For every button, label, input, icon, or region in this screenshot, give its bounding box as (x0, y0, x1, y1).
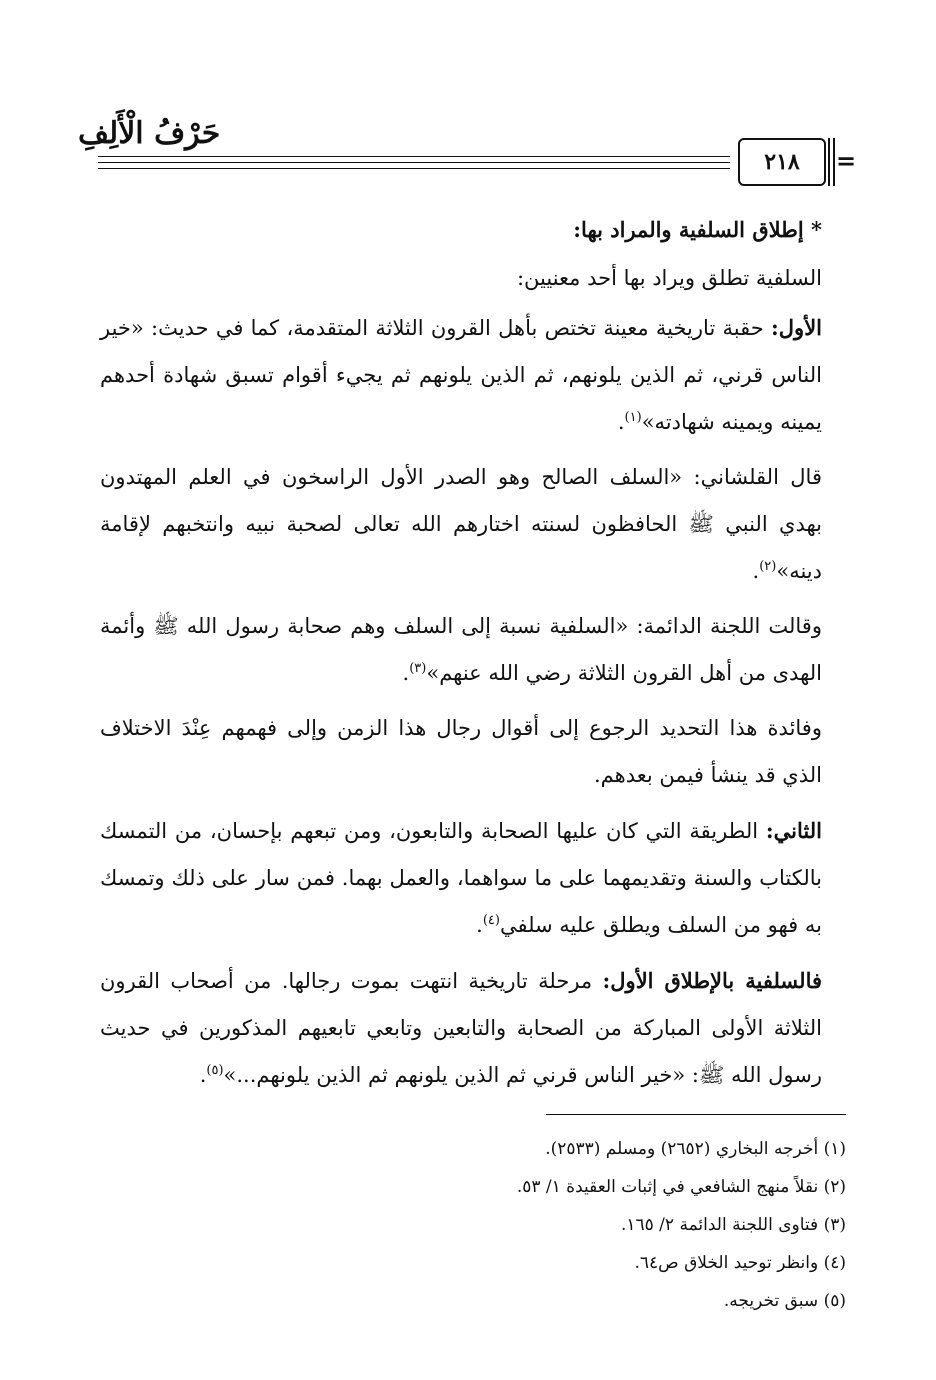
footnote-item: (٣) فتاوى اللجنة الدائمة ٢/ ١٦٥. (620, 1215, 846, 1235)
footnote-item: (٥) سبق تخريجه. (723, 1291, 846, 1311)
footnote-ref-5: (٥) (206, 1063, 224, 1078)
header-rule (98, 162, 730, 163)
paragraph-second-meaning: الثاني: الطريقة التي كان عليها الصحابة والتابعون، ومن تبعهم بإحسان، من التمسك بالكتاب والسنة وتقديمهما على ما سواهما، والعمل بهما. فمن سار على ذلك وتمسك به فهو من السلف ويطلق عليه سلفي$^{(٤)}$. (100, 818, 822, 937)
footnote-item: (١) أخرجه البخاري (٢٦٥٢) ومسلم (٢٥٣٣). (545, 1139, 846, 1159)
paragraph-conclusion: فالسلفية بالإطلاق الأول: مرحلة تاريخية انتهت بموت رجالها. من أصحاب القرون الثلاثة الأولى المباركة من الصحابة والتابعين وتابعي تابعيهم المذكورين في حديث رسول الله ﷺ: «خير الناس قرني ثم الذين يلونهم ثم الذين يلونهم...»$^{(٥)}$. (100, 968, 823, 1087)
running-header-title: حَرْفُ الْأَلِفِ (78, 116, 221, 151)
section-heading: * إطلاق السلفية والمراد بها: (573, 217, 822, 242)
paragraph-lajna: وقالت اللجنة الدائمة: «السلفية نسبة إلى السلف وهم صحابة رسول الله ﷺ وأئمة الهدى من أهل القرون الثلاثة رضي الله عنهم»$^{(٣)}$. (100, 614, 822, 685)
footnote-ref-3: (٣) (409, 661, 427, 676)
header-edge-bars (826, 138, 836, 186)
conclusion-text: مرحلة تاريخية انتهت بموت رجالها. من أصحاب القرون الثلاثة الأولى المباركة من الصحابة والتابعين وتابعي تابعيهم المذكورين في حديث رسول الله ﷺ: «خير الناس قرني ثم الذين يلونهم ثم الذين يلونهم...» (100, 969, 822, 1087)
paragraph-benefit: وفائدة هذا التحديد الرجوع إلى أقوال رجال هذا الزمن وإلى فهمهم عِنْدَ الاختلاف الذي قد ينشأ فيمن بعدهم. (100, 716, 822, 787)
header-rule (98, 168, 730, 169)
first-meaning-label: الأول: (771, 315, 823, 340)
footnote-ref-2: (٢) (759, 559, 777, 574)
conclusion-label: فالسلفية بالإطلاق الأول: (602, 968, 823, 993)
header-rule (98, 156, 730, 157)
second-meaning-text: الطريقة التي كان عليها الصحابة والتابعون، ومن تبعهم بإحسان، من التمسك بالكتاب والسنة وتقديمهما على ما سواهما، والعمل بهما. فمن سار على ذلك وتمسك به فهو من السلف ويطلق عليه سلفي (100, 819, 822, 937)
footnote-ref-4: (٤) (482, 913, 500, 928)
footnote-item: (٢) نقلاً منهج الشافعي في إثبات العقيدة ١/ ٥٣. (516, 1177, 846, 1197)
paragraph-first-meaning: الأول: حقبة تاريخية معينة تختص بأهل القرون الثلاثة المتقدمة، كما في حديث: «خير الناس قرني، ثم الذين يلونهم، ثم الذين يلونهم ثم يجيء أقوام تسبق شهادة أحدهم يمينه ويمينه شهادته»$^{(١)}$. (100, 315, 823, 434)
footnote-item: (٤) وانظر توحيد الخلاق ص٦٤. (634, 1253, 846, 1273)
page-number: ٢١٨ (738, 138, 826, 186)
first-meaning-text: حقبة تاريخية معينة تختص بأهل القرون الثلاثة المتقدمة، كما في حديث: «خير الناس قرني، ثم الذين يلونهم، ثم الذين يلونهم ثم يجيء أقوام تسبق شهادة أحدهم يمينه ويمينه شهادته» (100, 316, 822, 434)
footnote-separator (546, 1114, 846, 1115)
lajna-quote: وقالت اللجنة الدائمة: «السلفية نسبة إلى السلف وهم صحابة رسول الله ﷺ وأئمة الهدى من أهل القرون الثلاثة رضي الله عنهم» (100, 614, 822, 685)
second-meaning-label: الثاني: (765, 818, 822, 843)
qalqashandi-quote: قال القلشاني: «السلف الصالح وهو الصدر الأول الراسخون في العلم المهتدون بهدي النبي ﷺ الحافظون لسنته اختارهم الله تعالى لصحبة نبيه وانتخبهم لإقامة دينه» (100, 465, 822, 583)
main-text (100, 206, 846, 1101)
footnote-ref-1: (١) (624, 410, 642, 425)
paragraph-intro: السلفية تطلق ويراد بها أحد معنيين: (516, 266, 822, 290)
header-edge-mark: = (836, 146, 857, 175)
paragraph-qalqashandi: قال القلشاني: «السلف الصالح وهو الصدر الأول الراسخون في العلم المهتدون بهدي النبي ﷺ الحافظون لسنته اختارهم الله تعالى لصحبة نبيه وانتخبهم لإقامة دينه»$^{(٢)}$. (100, 465, 822, 583)
footnotes (100, 1130, 846, 1320)
